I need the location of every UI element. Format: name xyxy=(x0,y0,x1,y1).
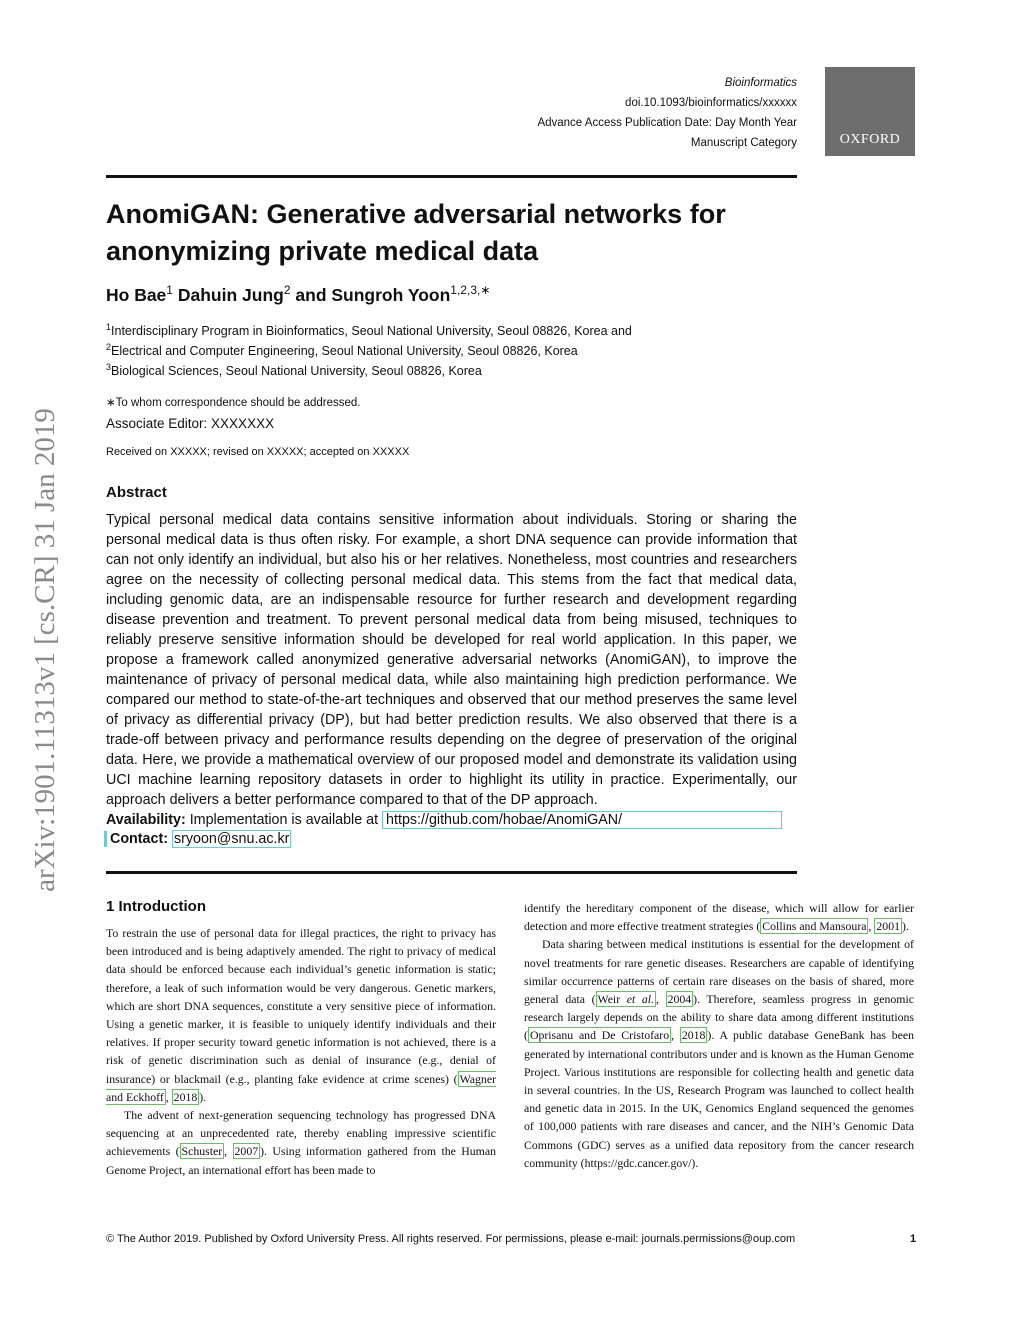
citation-link[interactable]: Oprisanu and De Cristofaro xyxy=(529,1028,670,1043)
abstract-bottom-rule xyxy=(106,871,797,874)
paragraph: To restrain the use of personal data for illegal practices, the right to privacy has been introduced and is being adaptively amended. The right to privacy of medical data should be enforced because each individual’s genetic information is static; therefore, a leak of such information would be very dangerous. Genetic markers, which are short DNA sequences, constitute a very sensitive piece of information. Using a genetic marker, it is feasible to uniquely identify individuals and their relatives. If proper security toward genetic information is not achieved, there is a risk of genetic discrimination such as denial of insurance (e.g., denial of insurance) or blackmail (e.g., planting fake evidence at crime scenes) ( Wagner and Eckhoff , 2018 ). xyxy=(106,926,496,1104)
citation-link[interactable]: Wagner and Eckhoff xyxy=(106,1071,496,1104)
availability-line xyxy=(106,811,782,829)
page-number: 1 xyxy=(910,1233,917,1245)
author-affil: 1 xyxy=(166,283,173,297)
github-link[interactable]: https://github.com/hobae/AnomiGAN/ xyxy=(382,811,782,829)
citation-link[interactable]: Collins and Mansoura xyxy=(762,919,867,934)
copyright-footer: © The Author 2019. Published by Oxford University Press. All rights reserved. For permissions, please e-mail: journals.permissions@oup.com xyxy=(106,1233,796,1245)
availability-text: Implementation is available at xyxy=(189,812,379,828)
author-name: Dahuin Jung xyxy=(177,284,284,305)
affiliation: $^2$Electrical and Computer Engineering, Seoul National University, Seoul 08826, Korea xyxy=(106,342,578,359)
paragraph: The advent of next-generation sequencing technology has progressed DNA sequencing at an unprecedented rate, thereby enabling impressive scientific achievements ( Schuster , 2007 ). Using information gathered from the Human Genome Project, an international effort has been made to xyxy=(106,1108,496,1177)
paper-title: AnomiGAN: Generative adversarial networks for anonymizing private medical data xyxy=(106,199,726,266)
contact-line xyxy=(104,831,291,847)
citation-link[interactable]: 2004 xyxy=(667,992,692,1007)
contact-label: Contact: xyxy=(110,831,168,847)
author-affil: 1,2,3,∗ xyxy=(450,283,491,297)
manuscript-category: Manuscript Category xyxy=(690,137,797,149)
received-dates: Received on XXXXX; revised on XXXXX; accepted on XXXXX xyxy=(106,446,410,458)
associate-editor: Associate Editor: XXXXXXX xyxy=(106,416,275,431)
citation-link[interactable]: 2001 xyxy=(876,919,900,934)
affiliation: $^3$Biological Sciences, Seoul National University, Seoul 08826, Korea xyxy=(106,362,482,379)
author-name: and Sungroh Yoon xyxy=(295,284,451,305)
right-column xyxy=(524,899,914,1172)
left-column xyxy=(106,924,496,1179)
paragraph: Data sharing between medical institutions is essential for the development of novel treatments for rare genetic diseases. Researchers are capable of identifying similar occurrence patterns of certain rare diseases on the basis of shared, more general data ( Weir et al. , 2004 ). Therefore, seamless progress in genomic research largely depends on the ability to share data among different institutions ( Oprisanu and De Cristofaro , 2018 ). A public database GeneBank has been generated by international contributors under and is known as the Human Genome Project. Various institutions are responsible for collecting health and genetic data in several countries. In the US, Research Program was launched to collect health and genetic data in 2015. In the UK, Genomics England sequenced the genomes of 100,000 patients with rare diseases and cancer, and the NIH’s Genomic Data Commons (GDC) serves as a unified data repository from the cancer research community (https://gdc.cancer.gov/). xyxy=(524,937,914,1170)
citation-link[interactable]: 2007 xyxy=(234,1144,259,1159)
contact-email-link[interactable]: sryoon@snu.ac.kr xyxy=(173,831,290,847)
author-list xyxy=(106,283,490,306)
author-name: Ho Bae xyxy=(106,284,167,305)
citation-link[interactable]: Weir et al. xyxy=(597,992,654,1007)
author-affil: 2 xyxy=(283,283,291,297)
abstract-text: Typical personal medical data contains sensitive information about individuals. Storing or sharing the personal medical data is thus often risky. For example, a short DNA sequence can provide information that can not only identify an individual, but also his or her relatives. Nonetheless, most countries and researchers agree on the necessity of collecting personal medical data. This stems from the fact that medical data, including genomic data, are an indispensable resource for further research and development regarding disease prevention and treatment. To prevent personal medical data from being misused, techniques to reliably preserve sensitive information should be developed for real world application. In this paper, we propose a framework called anonymized generative adversarial networks (AnomiGAN), to improve the maintenance of privacy of personal medical data, while also maintaining high prediction performance. We compared our method to state-of-the-art techniques and observed that our method preserves the same level of privacy as differential privacy (DP), but had better prediction results. We also observed that there is a trade-off between privacy and performance results depending on the degree of preservation of the original data. Here, we provide a mathematical overview of our proposed model and demonstrate its validation using UCI machine learning repository datasets in order to highlight its utility in practice. Experimentally, our approach delivers a better performance compared to that of the DP approach. xyxy=(106,512,797,808)
citation-link[interactable]: 2018 xyxy=(173,1089,198,1104)
correspondence-note: ∗To whom correspondence should be addressed. xyxy=(106,397,361,409)
oxford-logo: OXFORD xyxy=(825,67,915,156)
arxiv-stamp: arXiv:1901.11313v1 [cs.CR] 31 Jan 2019 xyxy=(29,408,61,892)
availability-label: Availability: xyxy=(106,812,186,828)
citation-link[interactable]: Schuster xyxy=(181,1144,223,1159)
citation-link[interactable]: 2018 xyxy=(681,1028,706,1043)
paragraph: identify the hereditary component of the disease, which will allow for earlier detection and more effective treatment strategies ( Collins and Mansoura , 2001 ). xyxy=(524,901,914,934)
section-heading: 1 Introduction xyxy=(106,898,206,915)
affiliation: $^1$Interdisciplinary Program in Bioinformatics, Seoul National University, Seoul 08826, Korea and xyxy=(106,322,632,339)
doi: doi.10.1093/bioinformatics/xxxxxx xyxy=(625,97,797,109)
abstract-heading: Abstract xyxy=(106,484,167,501)
journal-name: Bioinformatics xyxy=(724,77,797,89)
publication-date: Advance Access Publication Date: Day Month Year xyxy=(537,117,797,129)
top-rule xyxy=(106,175,797,178)
